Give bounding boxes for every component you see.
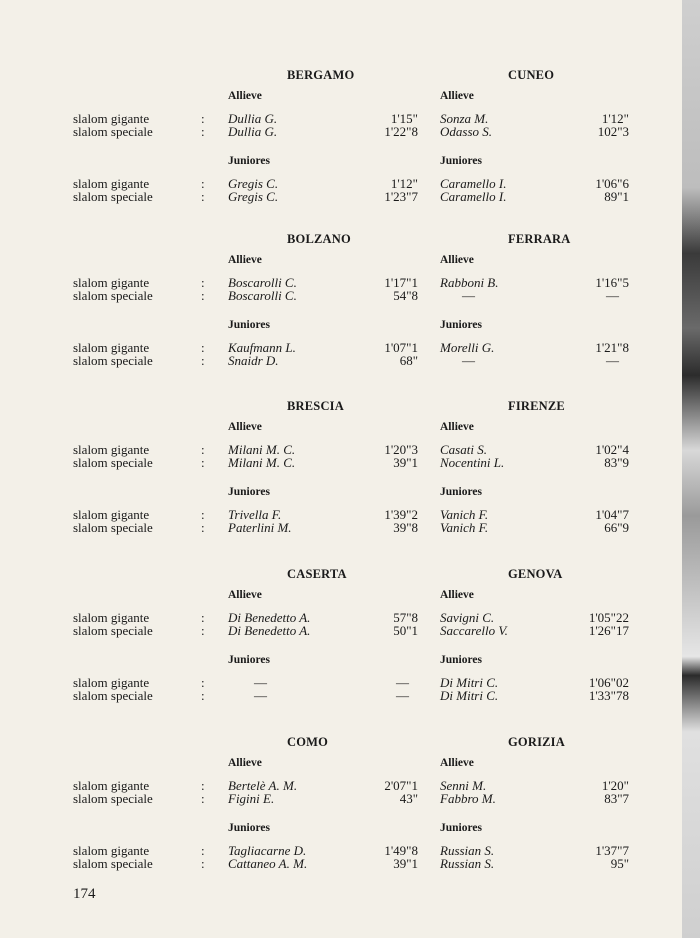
province-pair-block [0, 68, 682, 218]
result-time: 1'12" [390, 176, 418, 191]
photo-edge-strip [682, 0, 700, 938]
empty-name-dash: — [462, 288, 475, 303]
athlete-name: Milani M. C. [228, 455, 296, 470]
category-allieve-label: Allieve [228, 589, 262, 601]
category-juniores-label: Juniores [228, 155, 270, 167]
result-time: 95" [610, 856, 629, 871]
athlete-name: Morelli G. [440, 340, 495, 355]
event-label: slalom speciale [73, 623, 153, 638]
category-allieve-label: Allieve [228, 254, 262, 266]
category-allieve-label: Allieve [440, 90, 474, 102]
category-allieve-label: Allieve [440, 421, 474, 433]
province-heading: CUNEO [508, 68, 555, 82]
category-juniores-label: Juniores [440, 155, 482, 167]
result-time: 39"1 [393, 856, 418, 871]
colon-separator: : [201, 791, 205, 806]
colon-separator: : [201, 610, 205, 625]
event-label: slalom gigante [73, 176, 150, 191]
category-allieve-label: Allieve [228, 757, 262, 769]
colon-separator: : [201, 340, 205, 355]
result-time: 102"3 [597, 124, 629, 139]
athlete-name: Senni M. [440, 778, 487, 793]
athlete-name: Trivella F. [228, 507, 282, 522]
athlete-name: Russian S. [440, 856, 495, 871]
colon-separator: : [201, 442, 205, 457]
category-allieve-label: Allieve [440, 254, 474, 266]
result-time: 1'06"6 [595, 176, 629, 191]
event-label: slalom speciale [73, 288, 153, 303]
athlete-name: Casati S. [440, 442, 487, 457]
empty-name-dash: — [462, 353, 475, 368]
category-juniores-label: Juniores [440, 822, 482, 834]
province-pair-block [0, 735, 682, 885]
athlete-name: Snaidr D. [228, 353, 279, 368]
category-juniores-label: Juniores [440, 319, 482, 331]
result-time: 1'12" [601, 111, 629, 126]
result-time: 89"1 [604, 189, 629, 204]
category-allieve-label: Allieve [228, 90, 262, 102]
result-time: 50"1 [393, 623, 418, 638]
athlete-name: Di Benedetto A. [228, 610, 311, 625]
colon-separator: : [201, 688, 205, 703]
colon-separator: : [201, 623, 205, 638]
result-time: 83"9 [604, 455, 629, 470]
province-heading: FIRENZE [508, 399, 565, 413]
empty-name-dash: — [254, 688, 267, 703]
result-time: 39"8 [393, 520, 418, 535]
event-label: slalom gigante [73, 111, 150, 126]
athlete-name: Sonza M. [440, 111, 489, 126]
athlete-name: Odasso S. [440, 124, 493, 139]
colon-separator: : [201, 507, 205, 522]
athlete-name: Kaufmann L. [228, 340, 296, 355]
result-time: 1'15" [390, 111, 418, 126]
event-label: slalom gigante [73, 275, 150, 290]
category-juniores-label: Juniores [228, 486, 270, 498]
empty-time-dash: — [606, 288, 619, 303]
event-label: slalom speciale [73, 856, 153, 871]
event-label: slalom speciale [73, 455, 153, 470]
athlete-name: Rabboni B. [440, 275, 499, 290]
athlete-name: Figini E. [228, 791, 275, 806]
category-allieve-label: Allieve [440, 589, 474, 601]
colon-separator: : [201, 275, 205, 290]
category-juniores-label: Juniores [228, 822, 270, 834]
result-time: 1'16"5 [595, 275, 629, 290]
result-time: 54"8 [393, 288, 418, 303]
result-time: 1'20"3 [384, 442, 418, 457]
result-time: 1'20" [601, 778, 629, 793]
colon-separator: : [201, 675, 205, 690]
result-time: 1'21"8 [595, 340, 629, 355]
category-juniores-label: Juniores [228, 654, 270, 666]
page-number: 174 [73, 886, 96, 902]
athlete-name: Di Mitri C. [440, 675, 499, 690]
province-heading: CASERTA [287, 567, 347, 581]
event-label: slalom speciale [73, 189, 153, 204]
event-label: slalom gigante [73, 442, 150, 457]
colon-separator: : [201, 778, 205, 793]
category-allieve-label: Allieve [228, 421, 262, 433]
event-label: slalom gigante [73, 778, 150, 793]
colon-separator: : [201, 176, 205, 191]
result-time: 57"8 [393, 610, 418, 625]
result-time: 1'06"02 [588, 675, 629, 690]
athlete-name: Boscarolli C. [228, 288, 297, 303]
colon-separator: : [201, 111, 205, 126]
athlete-name: Dullia G. [228, 124, 278, 139]
athlete-name: Caramello I. [440, 176, 507, 191]
colon-separator: : [201, 856, 205, 871]
result-time: 43" [399, 791, 418, 806]
athlete-name: Milani M. C. [228, 442, 296, 457]
event-label: slalom speciale [73, 353, 153, 368]
athlete-name: Tagliacarne D. [228, 843, 307, 858]
athlete-name: Fabbro M. [440, 791, 496, 806]
athlete-name: Bertelè A. M. [228, 778, 298, 793]
event-label: slalom gigante [73, 340, 150, 355]
result-time: 1'26"17 [588, 623, 629, 638]
athlete-name: Boscarolli C. [228, 275, 297, 290]
result-time: 1'49"8 [384, 843, 418, 858]
province-heading: GORIZIA [508, 735, 565, 749]
colon-separator: : [201, 455, 205, 470]
province-heading: FERRARA [508, 232, 571, 246]
result-time: 1'23"7 [384, 189, 418, 204]
athlete-name: Dullia G. [228, 111, 278, 126]
empty-name-dash: — [254, 675, 267, 690]
event-label: slalom gigante [73, 610, 150, 625]
result-time: 1'04"7 [595, 507, 629, 522]
event-label: slalom gigante [73, 843, 150, 858]
province-pair-block [0, 399, 682, 549]
province-pair-block [0, 567, 682, 717]
athlete-name: Gregis C. [228, 176, 279, 191]
result-time: 1'37"7 [595, 843, 629, 858]
athlete-name: Di Mitri C. [440, 688, 499, 703]
empty-time-dash: — [396, 675, 409, 690]
result-time: 1'22"8 [384, 124, 418, 139]
athlete-name: Nocentini L. [440, 455, 505, 470]
province-heading: BRESCIA [287, 399, 344, 413]
category-allieve-label: Allieve [440, 757, 474, 769]
athlete-name: Vanich F. [440, 507, 489, 522]
colon-separator: : [201, 843, 205, 858]
result-time: 83"7 [604, 791, 629, 806]
province-heading: GENOVA [508, 567, 563, 581]
athlete-name: Di Benedetto A. [228, 623, 311, 638]
province-pair-block [0, 232, 682, 382]
athlete-name: Vanich F. [440, 520, 489, 535]
result-time: 66"9 [604, 520, 629, 535]
athlete-name: Caramello I. [440, 189, 507, 204]
athlete-name: Russian S. [440, 843, 495, 858]
colon-separator: : [201, 520, 205, 535]
colon-separator: : [201, 189, 205, 204]
athlete-name: Savigni C. [440, 610, 495, 625]
category-juniores-label: Juniores [440, 486, 482, 498]
colon-separator: : [201, 288, 205, 303]
result-time: 1'33"78 [588, 688, 629, 703]
event-label: slalom gigante [73, 675, 150, 690]
result-time: 39"1 [393, 455, 418, 470]
colon-separator: : [201, 124, 205, 139]
result-time: 1'39"2 [384, 507, 418, 522]
result-time: 1'17"1 [384, 275, 418, 290]
category-juniores-label: Juniores [440, 654, 482, 666]
result-time: 2'07"1 [384, 778, 418, 793]
province-heading: BOLZANO [287, 232, 351, 246]
athlete-name: Paterlini M. [228, 520, 292, 535]
event-label: slalom speciale [73, 688, 153, 703]
category-juniores-label: Juniores [228, 319, 270, 331]
province-heading: COMO [287, 735, 329, 749]
result-time: 1'07"1 [384, 340, 418, 355]
empty-time-dash: — [396, 688, 409, 703]
province-heading: BERGAMO [287, 68, 355, 82]
athlete-name: Saccarello V. [440, 623, 508, 638]
result-time: 1'02"4 [595, 442, 629, 457]
athlete-name: Gregis C. [228, 189, 279, 204]
athlete-name: Cattaneo A. M. [228, 856, 308, 871]
empty-time-dash: — [606, 353, 619, 368]
result-time: 1'05"22 [588, 610, 629, 625]
event-label: slalom gigante [73, 507, 150, 522]
colon-separator: : [201, 353, 205, 368]
result-time: 68" [399, 353, 418, 368]
event-label: slalom speciale [73, 124, 153, 139]
event-label: slalom speciale [73, 520, 153, 535]
event-label: slalom speciale [73, 791, 153, 806]
